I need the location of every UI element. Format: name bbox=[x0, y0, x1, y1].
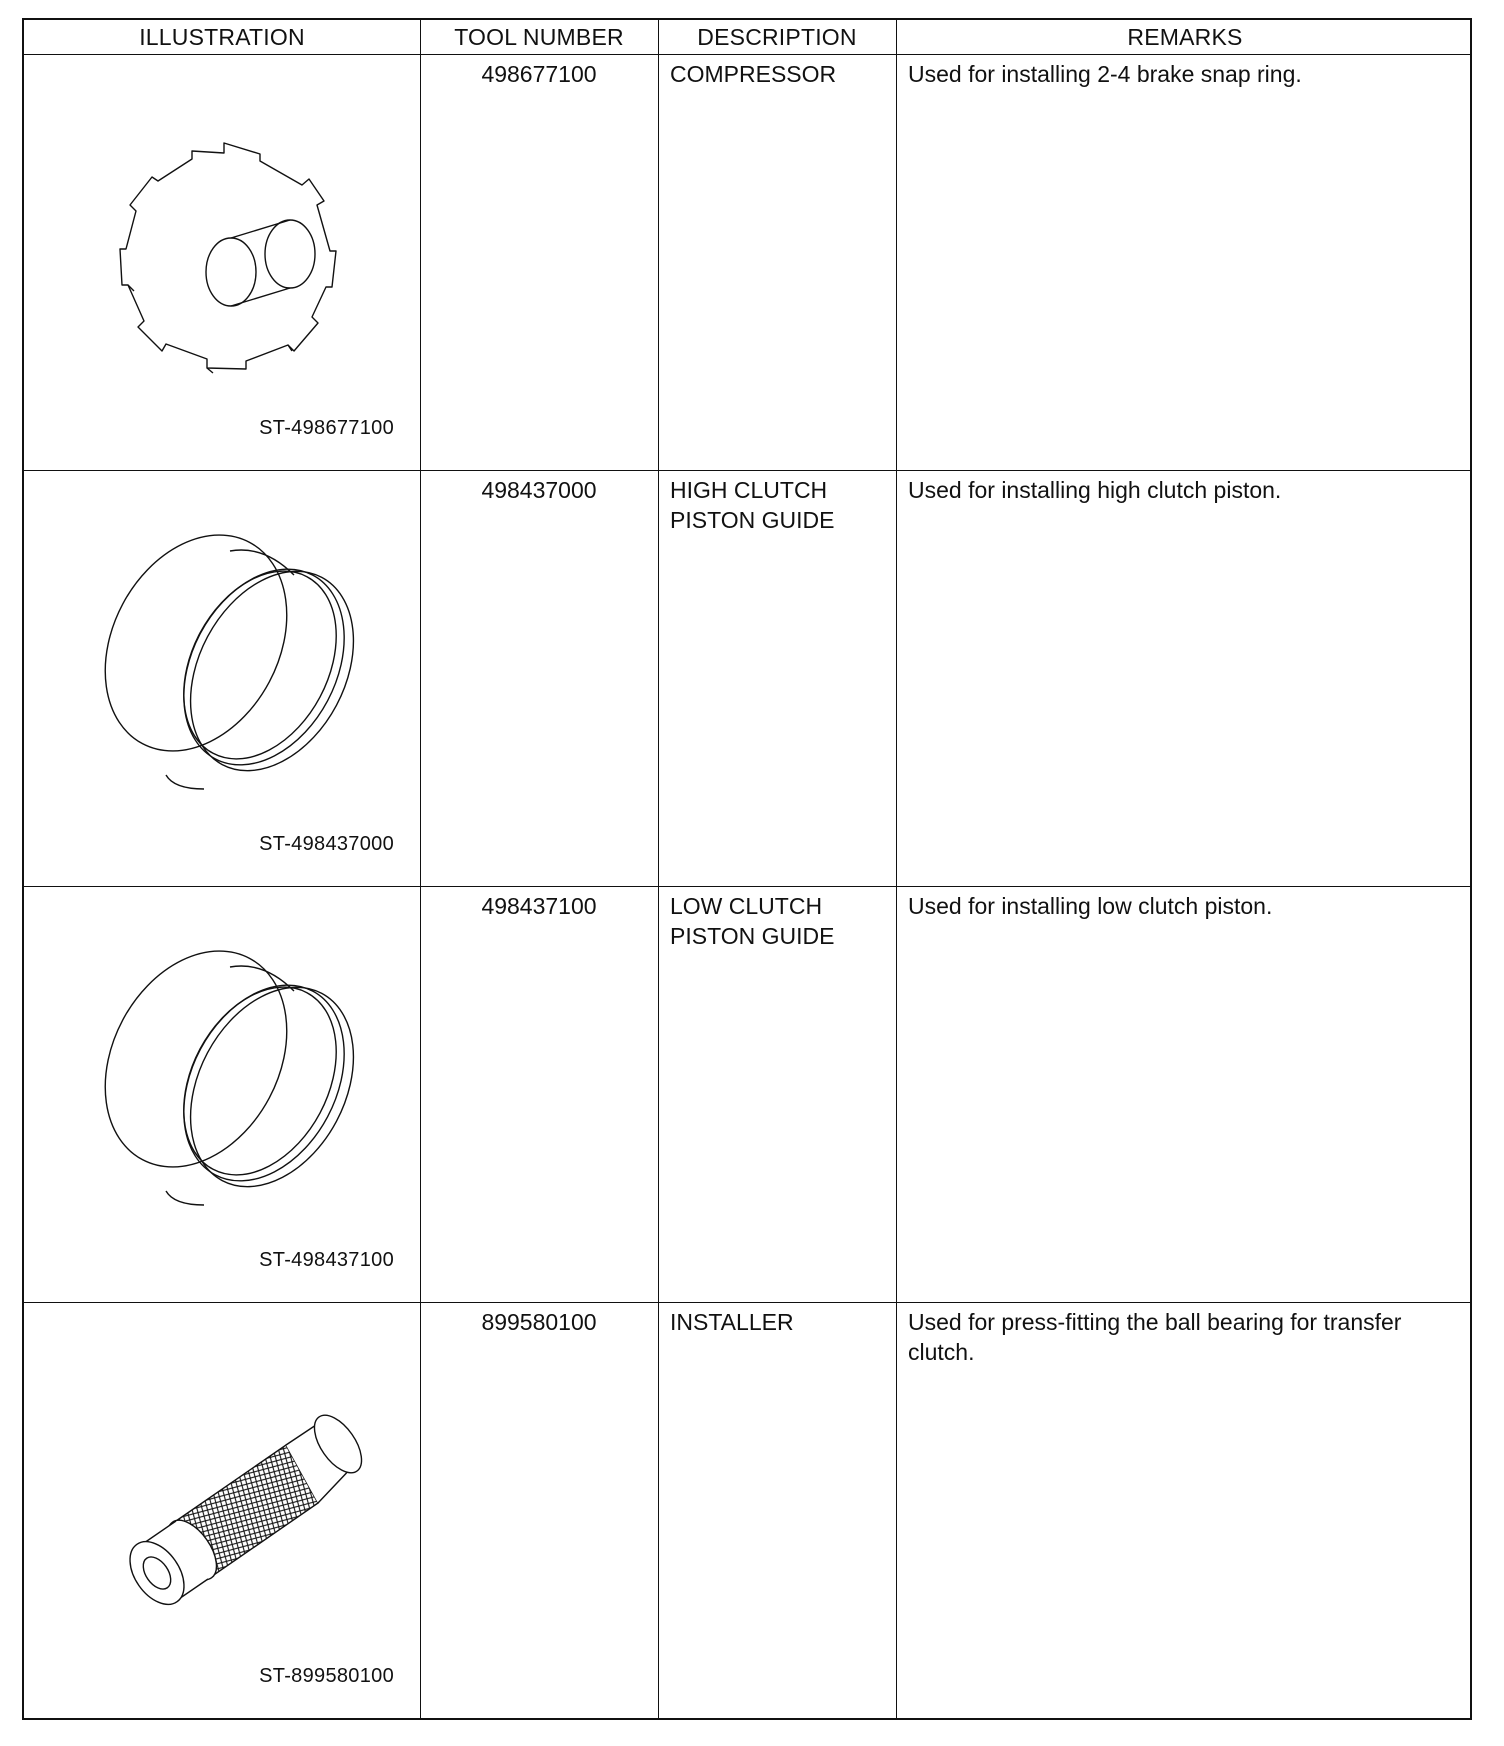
remarks: Used for press-fitting the ball bearing for transfer clutch. bbox=[908, 1309, 1402, 1365]
header-description: DESCRIPTION bbox=[697, 24, 857, 50]
tool-number: 899580100 bbox=[481, 1309, 597, 1335]
description: LOW CLUTCH PISTON GUIDE bbox=[670, 893, 835, 949]
description: HIGH CLUTCH PISTON GUIDE bbox=[670, 477, 835, 533]
description-cell bbox=[658, 1303, 896, 1718]
remarks: Used for installing high clutch piston. bbox=[908, 477, 1282, 503]
illustration-label: ST-899580100 bbox=[259, 1665, 394, 1687]
description: COMPRESSOR bbox=[670, 61, 837, 87]
table-header bbox=[24, 20, 1470, 55]
remarks-cell bbox=[896, 887, 1474, 1302]
remarks: Used for installing 2-4 brake snap ring. bbox=[908, 61, 1302, 87]
compressor-tool-icon bbox=[24, 55, 420, 471]
remarks: Used for installing low clutch piston. bbox=[908, 893, 1273, 919]
tool-number: 498437100 bbox=[481, 893, 597, 919]
illustration-label: ST-498677100 bbox=[259, 417, 394, 439]
header-tool-number: TOOL NUMBER bbox=[454, 24, 624, 50]
illustration-cell bbox=[24, 887, 420, 1302]
illustration-label: ST-498437100 bbox=[259, 1249, 394, 1271]
installer-knurled-icon bbox=[24, 1303, 420, 1718]
tool-number-cell bbox=[420, 55, 658, 470]
tool-number-cell bbox=[420, 1303, 658, 1718]
illustration-cell bbox=[24, 55, 420, 470]
table-row bbox=[24, 471, 1470, 887]
table-row bbox=[24, 887, 1470, 1303]
remarks-cell bbox=[896, 55, 1474, 470]
piston-guide-ring-icon bbox=[24, 471, 420, 887]
description: INSTALLER bbox=[670, 1309, 794, 1335]
header-illustration: ILLUSTRATION bbox=[139, 24, 305, 50]
piston-guide-ring-icon bbox=[24, 887, 420, 1303]
table-row bbox=[24, 1303, 1470, 1718]
header-remarks: REMARKS bbox=[1127, 24, 1243, 50]
tool-number: 498437000 bbox=[481, 477, 597, 503]
remarks-cell bbox=[896, 471, 1474, 886]
illustration-cell bbox=[24, 471, 420, 886]
illustration-cell bbox=[24, 1303, 420, 1718]
special-tools-table bbox=[22, 18, 1472, 1720]
remarks-cell bbox=[896, 1303, 1474, 1718]
tool-number-cell bbox=[420, 471, 658, 886]
table-row bbox=[24, 55, 1470, 471]
tool-number-cell bbox=[420, 887, 658, 1302]
description-cell bbox=[658, 471, 896, 886]
tool-number: 498677100 bbox=[481, 61, 597, 87]
description-cell bbox=[658, 55, 896, 470]
description-cell bbox=[658, 887, 896, 1302]
illustration-label: ST-498437000 bbox=[259, 833, 394, 855]
